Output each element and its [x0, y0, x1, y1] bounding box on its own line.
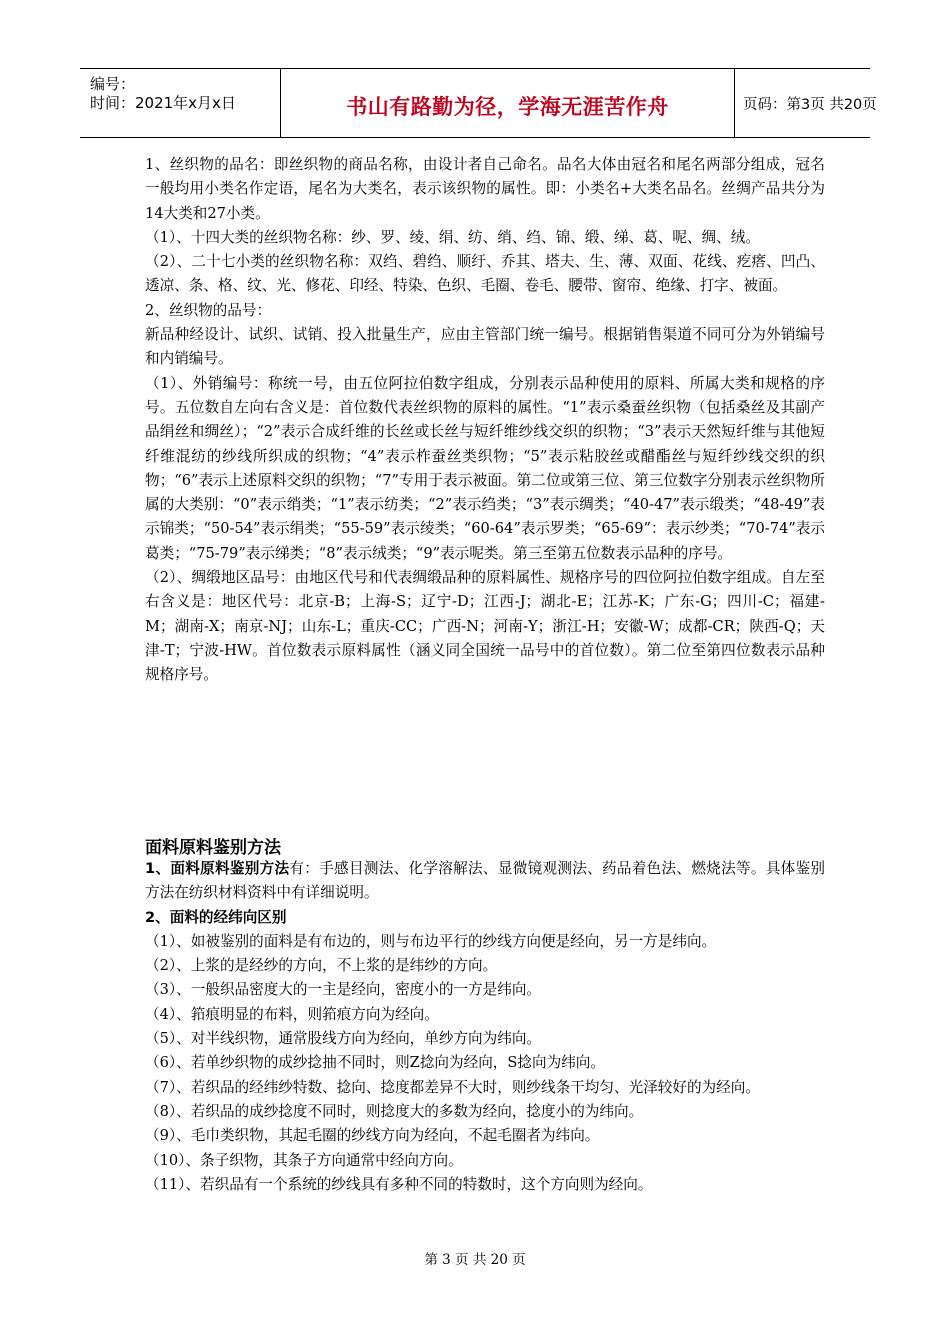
list-item: （11）、若织品有一个系统的纱线具有多种不同的特数时，这个方向则为经向。 — [145, 1175, 653, 1193]
header-time-label: 时间：2021年x月x日 — [90, 94, 236, 112]
paragraph: （1）、十四大类的丝织物名称：纱、罗、绫、绢、纺、绡、绉、锦、缎、绨、葛、呢、绸、绒。 — [145, 228, 760, 246]
section-title: 面料原料鉴别方法 — [145, 838, 281, 858]
list-item: （6）、若单纱织物的成纱捻抽不同时，则Z捻向为经向，S捻向为纬向。 — [145, 1054, 605, 1072]
list-item: （2）、上浆的是经纱的方向，不上浆的是纬纱的方向。 — [145, 957, 498, 975]
header-left-cell — [80, 69, 280, 137]
page-header — [80, 68, 877, 138]
body-part2 — [145, 857, 825, 1197]
subheading-2: 2、面料的经纬向区别 — [145, 908, 287, 926]
paragraph: （1）、外销编号：称统一号，由五位阿拉伯数字组成，分别表示品种使用的原料、所属大类和规格的序号。五位数自左向右含义是：首位数代表丝织物的原料的属性。“1”表示桑蚕丝织物（包括桑丝及其副产品绢丝和绸丝）；“2”表示合成纤维的长丝或长丝与短纤维纱线交织的织物；“3”表示天然短纤维与其他短纤维混纺的纱线所织成的织物；“4”表示柞蚕丝类织物；“5”表示粘胶丝或醋酯丝与短纤纱线交织的织物；“6”表示上述原料交织的织物；“7”专用于表示被面。第二位或第三位、第三位数字分别表示丝织物所属的大类别：“0”表示绡类；“1”表示纺类；“2”表示绉类；“3”表示绸类；“40-47”表示缎类；“48-49”表示锦类；“50-54”表示绢类；“55-59”表示绫类；“60-64”表示罗类；“65-69”：表示纱类；“70-74”表示葛类；“75-79”表示绨类；“8”表示绒类；“9”表示呢类。第三至第五位数表示品种的序号。 — [145, 374, 825, 562]
paragraph — [145, 906, 825, 930]
header-motto: 书山有路勤为径，学海无涯苦作舟 — [346, 95, 669, 119]
header-page-label: 页码：第3页 共20页 — [743, 97, 877, 113]
list-item: （3）、一般织品密度大的一主是经向，密度小的一方是纬向。 — [145, 981, 542, 999]
list-item: （10）、条子织物，其条子方向通常中经向方向。 — [145, 1151, 463, 1169]
header-page-cell — [735, 69, 877, 137]
header-motto-cell — [280, 69, 735, 137]
list-item: （5）、对半线织物，通常股线方向为经向，单纱方向为纬向。 — [145, 1030, 542, 1048]
header-number-label: 编号： — [90, 75, 136, 93]
list-item: （9）、毛巾类织物，其起毛圈的纱线方向为经向，不起毛圈者为纬向。 — [145, 1127, 600, 1145]
list-item: （1）、如被鉴别的面料是有布边的，则与布边平行的纱线方向便是经向，另一方是纬向。 — [145, 932, 717, 950]
subheading-1: 1、面料原料鉴别方法 — [145, 860, 290, 877]
list-item: （4）、筘痕明显的布料，则筘痕方向为经向。 — [145, 1005, 439, 1023]
body-part1 — [145, 153, 825, 688]
subheading-1-text: 有：手感目测法、化学溶解法、显微镜观测法、药品着色法、燃烧法等。具体鉴别方法在纺织材料资料中有详细说明。 — [145, 860, 825, 902]
paragraph: 1、丝织物的品名：即丝织物的商品名称，由设计者自己命名。品名大体由冠名和尾名两部分组成，冠名一般均用小类名作定语，尾名为大类名，表示该织物的属性。即：小类名+大类名品名。丝绸产品共分为14大类和27小类。 — [145, 156, 825, 222]
paragraph: （2）、二十七小类的丝织物名称：双绉、碧绉、顺纡、乔其、塔夫、生、薄、双面、花线、疙瘩、凹凸、透凉、条、格、纹、光、修花、印经、特染、色织、毛圈、卷毛、腰带、窗帘、绝缘、打字、被面。 — [145, 253, 825, 295]
paragraph: 新品种经设计、试织、试销、投入批量生产，应由主管部门统一编号。根据销售渠道不同可分为外销编号和内销编号。 — [145, 326, 825, 368]
paragraph — [145, 857, 825, 906]
paragraph: （2）、绸缎地区品号：由地区代号和代表绸缎品种的原料属性、规格序号的四位阿拉伯数字组成。自左至右含义是：地区代号：北京-B；上海-S；辽宁-D；江西-J；湖北-E；江苏-K；广东-G；四川-C；福建-M；湖南-X；南京-NJ；山东-L；重庆-CC；广西-N；河南-Y；浙江-H；安徽-W；成都-CR；陕西-Q；天津-T；宁波-HW。首位数表示原料属性（涵义同全国统一品号中的首位数）。第二位至第四位数表示品种规格序号。 — [145, 569, 825, 684]
list-item: （8）、若织品的成纱捻度不同时，则捻度大的多数为经向，捻度小的为纬向。 — [145, 1102, 644, 1120]
page-footer: 第 3 页 共 20 页 — [424, 1252, 526, 1268]
list-item: （7）、若织品的经纬纱特数、捻向、捻度都差异不大时，则纱线条干均匀、光泽较好的为经向。 — [145, 1078, 760, 1096]
paragraph: 2、丝织物的品号： — [145, 301, 272, 319]
